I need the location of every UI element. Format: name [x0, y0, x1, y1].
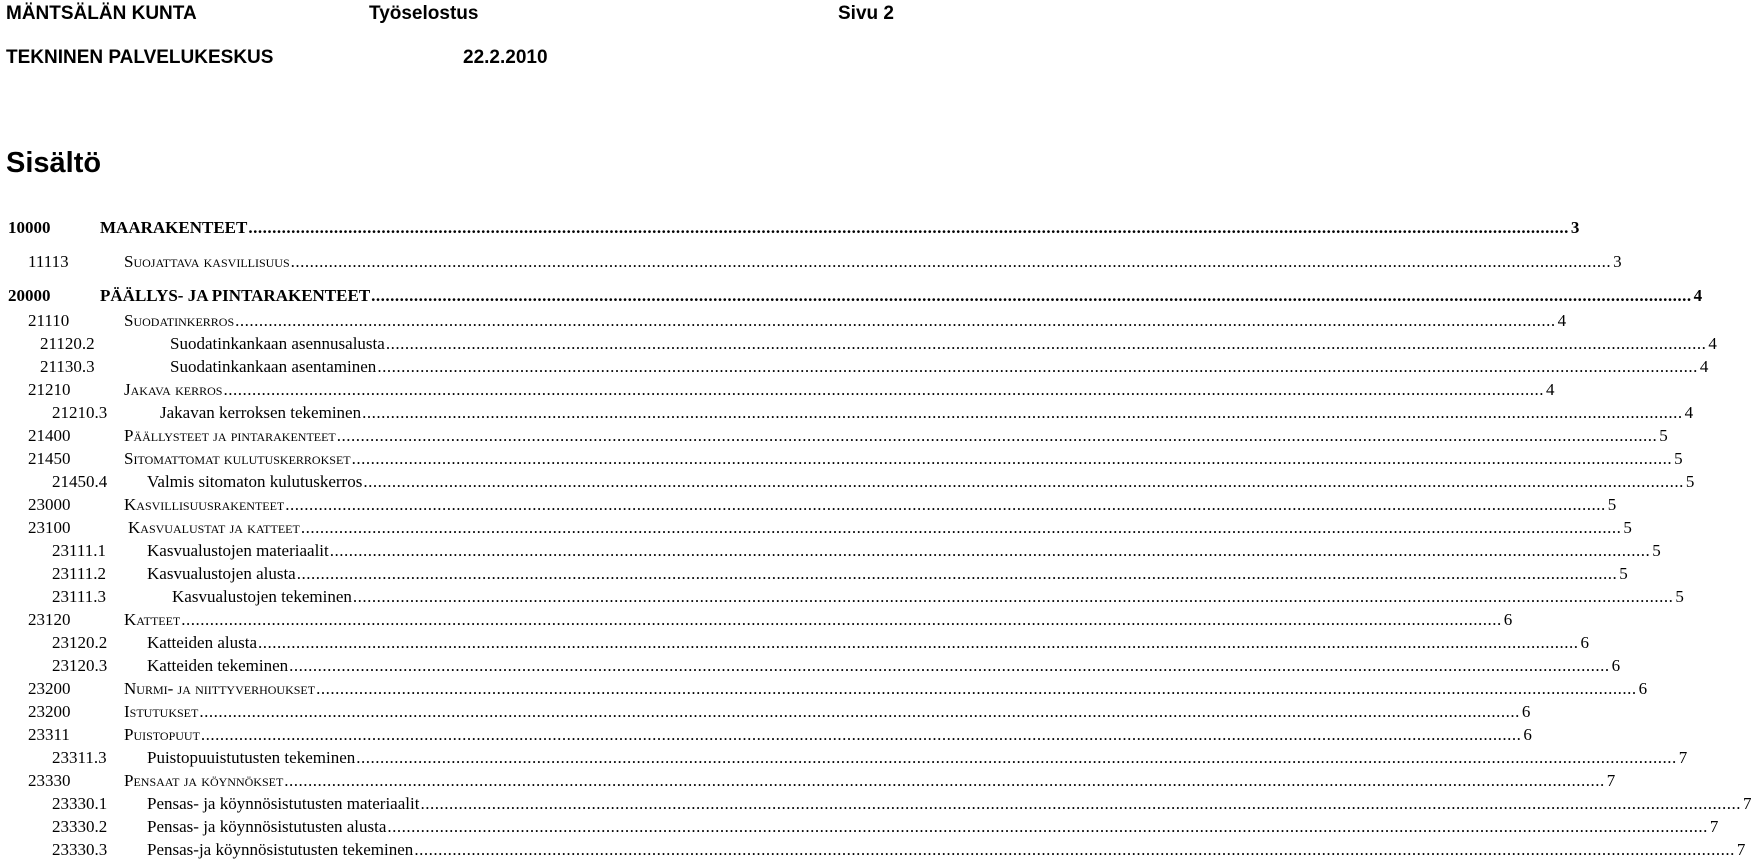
toc-leader-dots: ......................................................................................................................................................................................................................................................................................	[377, 357, 1698, 376]
toc-entry-title: Kasvualustojen materiaalit	[147, 541, 329, 560]
toc-entry-page: 4	[1557, 311, 1567, 330]
toc-entry[interactable]	[0, 216, 1580, 240]
toc-entry-title: Jakava kerros	[124, 380, 223, 399]
toc-entry[interactable]	[0, 631, 1589, 655]
toc-entry-title: Puistopuuistutusten tekeminen	[147, 748, 356, 767]
toc-entry[interactable]	[0, 562, 1628, 586]
toc-entry-number: 23200	[28, 679, 71, 698]
toc-entry-title: Suojattava kasvillisuus	[124, 252, 290, 271]
toc-entry-page: 5	[1623, 518, 1632, 537]
toc-entry-number: 21120.2	[40, 334, 95, 353]
toc-entry-number: 21210.3	[52, 403, 108, 422]
toc-leader-dots: ......................................................................................................................................................................................................................................................................................	[248, 218, 1569, 237]
toc-entry-number: 23330.3	[52, 840, 108, 859]
toc-entry[interactable]	[0, 608, 1513, 632]
toc-leader-dots: ......................................................................................................................................................................................................................................................................................	[414, 840, 1735, 859]
toc-entry-number: 23120.2	[52, 633, 108, 652]
toc-leader-dots: ......................................................................................................................................................................................................................................................................................	[387, 817, 1708, 836]
toc-entry-number: 10000	[8, 218, 51, 237]
toc-entry-page: 7	[1742, 794, 1751, 813]
toc-entry-title: Pensas-ja köynnösistutusten tekeminen	[147, 840, 414, 859]
toc-entry-title: Nurmi- ja niittyverhoukset	[124, 679, 316, 698]
toc-entry-number: 20000	[8, 286, 51, 305]
toc-entry-title: PÄÄLLYS- JA PINTARAKENTEET	[100, 286, 371, 305]
toc-entry-page: 6	[1638, 679, 1648, 698]
toc-entry-number: 23200	[28, 702, 71, 721]
toc-entry-page: 7	[1736, 840, 1746, 859]
toc-entry[interactable]	[0, 516, 1632, 540]
toc-entry-page: 4	[1684, 403, 1694, 422]
toc-entry[interactable]	[0, 654, 1621, 678]
toc-entry[interactable]	[0, 539, 1661, 563]
toc-leader-dots: ......................................................................................................................................................................................................................................................................................	[284, 771, 1605, 790]
toc-entry[interactable]	[0, 493, 1617, 517]
toc-entry-page: 5	[1619, 564, 1628, 583]
toc-leader-dots: ......................................................................................................................................................................................................................................................................................	[300, 518, 1622, 537]
toc-entry-number: 21450	[28, 449, 71, 468]
toc-entry-number: 23111.1	[52, 541, 106, 560]
toc-entry-number: 23120.3	[52, 656, 108, 675]
toc-leader-dots: ......................................................................................................................................................................................................................................................................................	[289, 656, 1610, 675]
document-date: 22.2.2010	[463, 47, 548, 68]
toc-entry-number: 23100	[28, 518, 71, 537]
toc-leader-dots: ......................................................................................................................................................................................................................................................................................	[385, 334, 1707, 353]
toc-entry[interactable]	[0, 677, 1648, 701]
toc-leader-dots: ......................................................................................................................................................................................................................................................................................	[351, 449, 1673, 468]
toc-entry-title: Katteet	[124, 610, 181, 629]
toc-entry-title: Suodatinkerros	[124, 311, 235, 330]
toc-leader-dots: ......................................................................................................................................................................................................................................................................................	[371, 286, 1692, 305]
toc-entry-page: 3	[1570, 218, 1580, 237]
toc-entry-title: Pensas- ja köynnösistutusten materiaalit	[147, 794, 420, 813]
toc-leader-dots: ......................................................................................................................................................................................................................................................................................	[362, 403, 1683, 422]
toc-entry-title: Päällysteet ja pintarakenteet	[124, 426, 336, 445]
toc-entry-title: Katteiden alusta	[147, 633, 257, 652]
toc-entry-page: 6	[1503, 610, 1513, 629]
toc-entry-title: Suodatinkankaan asennusalusta	[170, 334, 385, 353]
toc-entry[interactable]	[0, 792, 1751, 816]
toc-entry-number: 21400	[28, 426, 71, 445]
toc-entry-title: Katteiden tekeminen	[147, 656, 289, 675]
toc-entry[interactable]	[0, 378, 1555, 402]
toc-leader-dots: ......................................................................................................................................................................................................................................................................................	[329, 541, 1651, 560]
toc-entry-page: 4	[1545, 380, 1555, 399]
toc-leader-dots: ......................................................................................................................................................................................................................................................................................	[235, 311, 1556, 330]
toc-entry-title: Pensas- ja köynnösistutusten alusta	[147, 817, 387, 836]
toc-entry[interactable]	[0, 769, 1616, 793]
toc-entry[interactable]	[0, 585, 1684, 609]
document-type: Työselostus	[369, 3, 479, 24]
toc-entry-page: 6	[1580, 633, 1589, 652]
toc-entry-title: Puistopuut	[124, 725, 200, 744]
toc-entry-page: 3	[1613, 252, 1622, 271]
toc-entry[interactable]	[0, 815, 1719, 839]
toc-entry-title: Pensaat ja köynnökset	[124, 771, 284, 790]
toc-entry-page: 5	[1652, 541, 1661, 560]
toc-entry-page: 4	[1693, 286, 1703, 305]
toc-entry-title: Kasvillisuusrakenteet	[124, 495, 285, 514]
department-name: TEKNINEN PALVELUKESKUS	[6, 47, 274, 68]
toc-leader-dots: ......................................................................................................................................................................................................................................................................................	[420, 794, 1741, 813]
toc-entry-title: Kasvualustat ja katteet	[128, 518, 300, 537]
toc-entry-number: 23120	[28, 610, 71, 629]
toc-entry-number: 23311.3	[52, 748, 107, 767]
toc-leader-dots: ......................................................................................................................................................................................................................................................................................	[199, 702, 1520, 721]
toc-entry-number: 21130.3	[40, 357, 95, 376]
toc-entry-number: 23000	[28, 495, 71, 514]
toc-entry-page: 5	[1675, 587, 1684, 606]
toc-entry-page: 4	[1699, 357, 1709, 376]
toc-leader-dots: ......................................................................................................................................................................................................................................................................................	[258, 633, 1579, 652]
toc-entry-page: 7	[1606, 771, 1616, 790]
toc-entry[interactable]	[0, 309, 1567, 333]
page-number: Sivu 2	[838, 3, 894, 24]
toc-entry-title: Sitomattomat kulutuskerrokset	[124, 449, 351, 468]
toc-entry[interactable]	[0, 838, 1746, 862]
toc-entry-number: 23111.2	[52, 564, 106, 583]
toc-entry-number: 23330.2	[52, 817, 108, 836]
toc-entry-page: 5	[1685, 472, 1695, 491]
toc-entry-number: 23330.1	[52, 794, 108, 813]
toc-entry-page: 5	[1674, 449, 1683, 468]
toc-leader-dots: ......................................................................................................................................................................................................................................................................................	[363, 472, 1684, 491]
toc-entry-page: 7	[1678, 748, 1688, 767]
toc-entry[interactable]	[0, 250, 1622, 274]
toc-entry-number: 11113	[28, 252, 69, 271]
toc-leader-dots: ......................................................................................................................................................................................................................................................................................	[223, 380, 1544, 399]
toc-entry[interactable]	[0, 284, 1703, 308]
toc-entry-number: 21110	[28, 311, 70, 330]
toc-entry-title: MAARAKENTEET	[100, 218, 248, 237]
toc-entry[interactable]	[0, 470, 1695, 494]
toc-entry-title: Suodatinkankaan asentaminen	[170, 357, 377, 376]
toc-leader-dots: ......................................................................................................................................................................................................................................................................................	[290, 252, 1612, 271]
toc-entry-number: 23111.3	[52, 587, 106, 606]
toc-entry-title: Istutukset	[124, 702, 199, 721]
toc-entry-number: 23311	[28, 725, 70, 744]
page-title: Sisältö	[6, 147, 102, 179]
toc-entry-page: 5	[1607, 495, 1617, 514]
toc-leader-dots: ......................................................................................................................................................................................................................................................................................	[316, 679, 1637, 698]
toc-entry-title: Kasvualustojen alusta	[147, 564, 296, 583]
toc-entry[interactable]	[0, 355, 1709, 379]
municipality-name: MÄNTSÄLÄN KUNTA	[6, 3, 197, 24]
toc-leader-dots: ......................................................................................................................................................................................................................................................................................	[356, 748, 1677, 767]
toc-entry-page: 5	[1659, 426, 1668, 445]
toc-entry[interactable]	[0, 700, 1531, 724]
toc-entry[interactable]	[0, 401, 1694, 425]
toc-entry[interactable]	[0, 447, 1683, 471]
toc-entry-number: 21450.4	[52, 472, 108, 491]
toc-leader-dots: ......................................................................................................................................................................................................................................................................................	[352, 587, 1674, 606]
toc-leader-dots: ......................................................................................................................................................................................................................................................................................	[285, 495, 1606, 514]
toc-leader-dots: ......................................................................................................................................................................................................................................................................................	[336, 426, 1658, 445]
toc-entry-page: 6	[1521, 702, 1531, 721]
toc-entry-page: 7	[1709, 817, 1719, 836]
toc-entry-number: 23330	[28, 771, 71, 790]
toc-entry[interactable]	[0, 424, 1668, 448]
toc-entry-number: 21210	[28, 380, 71, 399]
toc-entry-title: Kasvualustojen tekeminen	[172, 587, 352, 606]
toc-entry-page: 6	[1611, 656, 1621, 675]
toc-entry[interactable]	[0, 746, 1688, 770]
toc-entry-title: Valmis sitomaton kulutuskerros	[147, 472, 363, 491]
toc-entry-page: 4	[1708, 334, 1717, 353]
toc-entry[interactable]	[0, 723, 1532, 747]
toc-leader-dots: ......................................................................................................................................................................................................................................................................................	[296, 564, 1618, 583]
toc-entry[interactable]	[0, 332, 1717, 356]
toc-leader-dots: ......................................................................................................................................................................................................................................................................................	[181, 610, 1502, 629]
toc-entry-title: Jakavan kerroksen tekeminen	[160, 403, 362, 422]
toc-entry-page: 6	[1523, 725, 1532, 744]
toc-leader-dots: ......................................................................................................................................................................................................................................................................................	[200, 725, 1522, 744]
